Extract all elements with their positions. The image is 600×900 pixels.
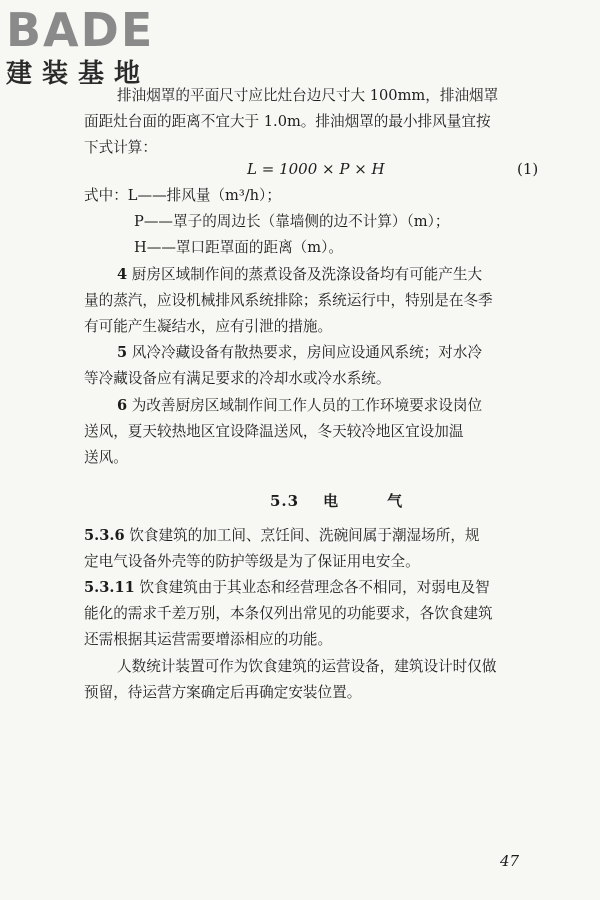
- clause-number: 5.3.11: [84, 579, 135, 596]
- item-5-first-line: [117, 343, 482, 363]
- where-line: 式中：L——排风量（m³/h）；: [84, 187, 281, 204]
- section-title-char: 气: [387, 492, 404, 510]
- text-line: 面距灶台面的距离不宜大于 1.0m。排油烟罩的最小排风量宜按: [84, 113, 491, 130]
- where-line: H——罩口距罩面的距离（m）。: [134, 239, 343, 256]
- item-text: 为改善厨房区域制作间工作人员的工作环境要求设岗位: [131, 397, 483, 414]
- item-4-first-line: [117, 265, 482, 285]
- text-line: 下式计算：: [84, 139, 157, 156]
- clause-number: 5.3.6: [84, 527, 125, 544]
- item-number: 6: [117, 397, 128, 414]
- logo-text-cn: 建装基地: [6, 59, 151, 89]
- text-line: 送风。: [84, 449, 128, 466]
- item-number: 4: [117, 266, 128, 283]
- text-line: 能化的需求千差万别，本条仅列出常见的功能要求，各饮食建筑: [84, 605, 493, 622]
- text-line: 送风，夏天较热地区宜设降温送风，冬天较冷地区宜设加温: [84, 423, 464, 440]
- clause-text: 饮食建筑由于其业态和经营理念各不相同，对弱电及智: [139, 579, 490, 596]
- clause-text: 饮食建筑的加工间、烹饪间、洗碗间属于潮湿场所，规: [129, 527, 480, 544]
- text-line: 预留，待运营方案确定后再确定安装位置。: [84, 684, 362, 701]
- text-line: 等冷藏设备应有满足要求的冷却水或冷水系统。: [84, 370, 391, 387]
- where-line: P——罩子的周边长（靠墙侧的边不计算）（m）；: [134, 213, 450, 230]
- formula-number: (1): [517, 160, 539, 178]
- text-line: 有可能产生凝结水，应有引泄的措施。: [84, 318, 333, 335]
- section-heading: [270, 490, 403, 511]
- text-line: 还需根据其运营需要增添相应的功能。: [84, 631, 333, 648]
- text-line: 量的蒸汽，应设机械排风系统排除；系统运行中，特别是在冬季: [84, 292, 493, 309]
- formula: [0, 160, 600, 182]
- text-line: 排油烟罩的平面尺寸应比灶台边尺寸大 100mm，排油烟罩: [117, 87, 499, 104]
- text-line: 人数统计装置可作为饮食建筑的运营设备，建筑设计时仅做: [117, 658, 497, 675]
- item-number: 5: [117, 344, 128, 361]
- section-number: 5.3: [270, 492, 300, 510]
- item-text: 厨房区域制作间的蒸煮设备及洗涤设备均有可能产生大: [131, 266, 483, 283]
- text-line: 定电气设备外壳等的防护等级是为了保证用电安全。: [84, 553, 420, 570]
- item-text: 风冷冷藏设备有散热要求，房间应设通风系统；对水冷: [131, 344, 483, 361]
- clause-5-3-11-first-line: [84, 578, 490, 598]
- formula-expression: L = 1000 × P × H: [247, 160, 385, 178]
- section-title-char: 电: [323, 492, 340, 510]
- page-number: 47: [500, 852, 520, 870]
- item-6-first-line: [117, 396, 482, 416]
- clause-5-3-6-first-line: [84, 526, 480, 546]
- logo-text-en: BADE: [6, 3, 155, 57]
